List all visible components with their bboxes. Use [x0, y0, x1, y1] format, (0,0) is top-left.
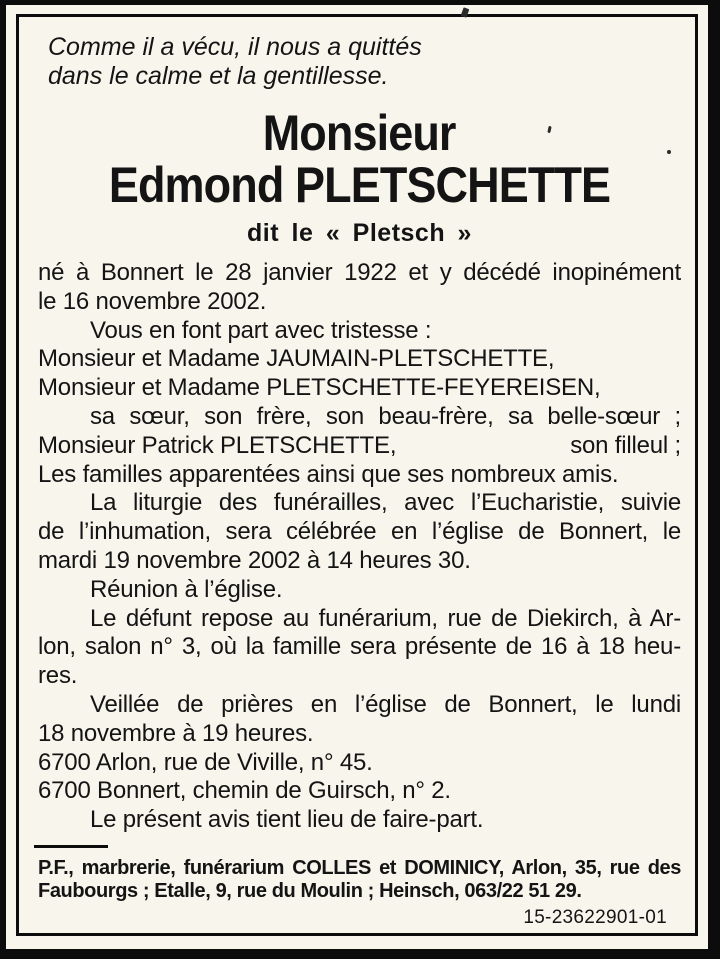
- announcement-body: [38, 259, 681, 835]
- faire-part-line: Le présent avis tient lieu de faire-part.: [90, 806, 484, 834]
- address-line: 6700 Bonnert, chemin de Guirsch, n° 2.: [38, 777, 451, 805]
- announcement-intro-line: Vous en font part avec tristesse :: [90, 316, 432, 344]
- funeral-home-line: P.F., marbrerie, funérarium COLLES et DOMINICY, Arlon, 35, rue des: [38, 856, 681, 879]
- address-line: 6700 Arlon, rue de Viville, n° 45.: [38, 748, 373, 776]
- family-member-name: Monsieur Patrick PLETSCHETTE,: [38, 431, 397, 459]
- deceased-title: [38, 107, 681, 246]
- birth-death-line: le 16 novembre 2002.: [38, 287, 267, 315]
- deceased-nickname: dit le « Pletsch »: [247, 219, 472, 247]
- family-line: Monsieur et Madame JAUMAIN-PLETSCHETTE,: [38, 345, 555, 373]
- memorial-card-content: [19, 17, 695, 933]
- title-honorific: [38, 107, 681, 159]
- family-member-relation: son filleul ;: [570, 431, 681, 459]
- funeral-home-line: Faubourgs ; Etalle, 9, rue du Moulin ; Heinsch, 063/22 51 29.: [38, 879, 582, 902]
- scan-speck: [667, 150, 671, 154]
- deceased-name-text: Edmond PLETSCHETTE: [108, 157, 611, 213]
- epigraph-line: dans le calme et la gentillesse.: [48, 62, 389, 90]
- family-relation-line: sa sœur, son frère, son beau-frère, sa belle-sœur ;: [90, 402, 681, 430]
- epigraph: [38, 33, 681, 91]
- liturgy-line: de l’inhumation, sera célébrée en l’église de Bonnert, le: [38, 518, 681, 546]
- footer-divider: [34, 845, 108, 848]
- funerarium-line: Le défunt repose au funérarium, rue de Diekirch, à Ar-: [90, 604, 681, 632]
- epigraph-line: Comme il a vécu, il nous a quittés: [48, 33, 422, 61]
- deceased-name: [38, 159, 681, 211]
- funeral-home-footer: [38, 857, 681, 903]
- reunion-line: Réunion à l’église.: [90, 575, 283, 603]
- funerarium-line: res.: [38, 662, 78, 690]
- family-line: Monsieur et Madame PLETSCHETTE-FEYEREISEN,: [38, 374, 601, 402]
- funerarium-line: lon, salon n° 3, où la famille sera présente de 16 à 18 heu-: [38, 633, 681, 661]
- liturgy-line: La liturgie des funérailles, avec l’Eucharistie, suivie: [90, 489, 681, 517]
- birth-death-line: né à Bonnert le 28 janvier 1922 et y décédé inopinément: [38, 259, 681, 286]
- vigil-line: Veillée de prières en l’église de Bonnert, le lundi: [90, 690, 681, 718]
- family-line: Les familles apparentées ainsi que ses nombreux amis.: [38, 460, 619, 488]
- title-honorific-text: Monsieur: [263, 105, 456, 161]
- liturgy-line: mardi 19 novembre 2002 à 14 heures 30.: [38, 546, 471, 574]
- family-line: [38, 432, 681, 461]
- vigil-line: 18 novembre à 19 heures.: [38, 719, 314, 747]
- reference-number: 15-23622901-01: [523, 906, 667, 928]
